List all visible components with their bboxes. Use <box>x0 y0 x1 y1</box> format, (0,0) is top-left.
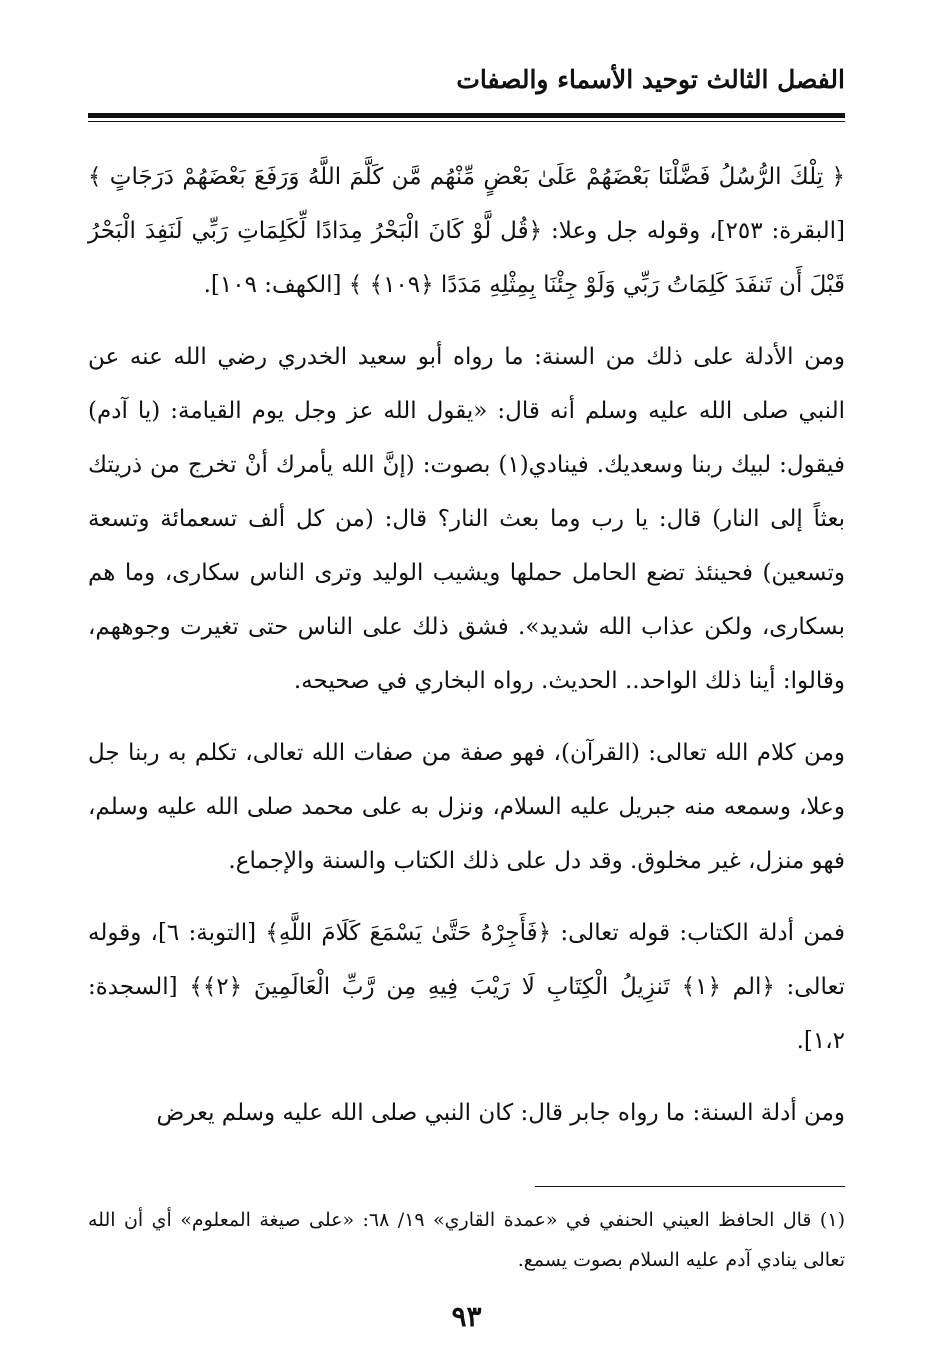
header-rule-thick <box>88 113 845 118</box>
chapter-title: الفصل الثالث توحيد الأسماء والصفات <box>456 65 845 94</box>
paragraph-book-evidence: فمن أدلة الكتاب: قوله تعالى: ﴿فَأَجِرْهُ حَتَّىٰ يَسْمَعَ كَلَامَ اللَّهِ﴾ [التوبة: ٦]، وقوله تعالى: ﴿الم ﴿١﴾ تَنزِيلُ الْكِتَابِ لَا رَيْبَ فِيهِ مِن رَّبِّ الْعَالَمِينَ ﴿٢﴾﴾ [السجدة: ١،٢]. <box>88 920 845 1054</box>
paragraph-quran-speech: ومن كلام الله تعالى: (القرآن)، فهو صفة من صفات الله تعالى، تكلم به ربنا جل وعلا، وسمعه منه جبريل عليه السلام، ونزل به على محمد صلى الله عليه وسلم، فهو منزل، غير مخلوق. وقد دل على ذلك الكتاب والسنة والإجماع. <box>88 740 845 874</box>
paragraph-sunnah-evidence: ومن الأدلة على ذلك من السنة: ما رواه أبو سعيد الخدري رضي الله عنه عن النبي صلى الله عليه وسلم أنه قال: «يقول الله عز وجل يوم القيامة: (يا آدم) فيقول: لبيك ربنا وسعديك. فينادي(١) بصوت: (إنَّ الله يأمرك أنْ تخرج من ذريتك بعثاً إلى النار) قال: يا رب وما بعث النار؟ قال: (من كل ألف تسعمائة وتسعة وتسعين) فحينئذ تضع الحامل حملها ويشيب الوليد وترى الناس سكارى، وما هم بسكارى، ولكن عذاب الله شديد». فشق ذلك على الناس حتى تغيرت وجوههم، وقالوا: أينا ذلك الواحد.. الحديث. رواه البخاري في صحيحه. <box>88 344 845 694</box>
footnote-separator <box>535 1186 845 1187</box>
page-number: ٩٣ <box>451 1300 482 1333</box>
paragraph-sunnah-evidence-2: ومن أدلة السنة: ما رواه جابر قال: كان النبي صلى الله عليه وسلم يعرض <box>156 1100 845 1126</box>
main-text <box>88 150 845 1158</box>
header-rule-thin <box>88 121 845 122</box>
footnotes <box>88 1200 845 1280</box>
footnote-1: (١) قال الحافظ العيني الحنفي في «عمدة القاري» ١٩/ ٦٨: «على صيغة المعلوم» أي أن الله تعالى ينادي آدم عليه السلام بصوت يسمع. <box>88 1209 845 1271</box>
paragraph-quran-verses: ﴿ تِلْكَ الرُّسُلُ فَضَّلْنَا بَعْضَهُمْ عَلَىٰ بَعْضٍ مِّنْهُم مَّن كَلَّمَ اللَّهُ وَرَفَعَ بَعْضَهُمْ دَرَجَاتٍ ﴾ [البقرة: ٢٥٣]، وقوله جل وعلا: ﴿قُل لَّوْ كَانَ الْبَحْرُ مِدَادًا لِّكَلِمَاتِ رَبِّي لَنَفِدَ الْبَحْرُ قَبْلَ أَن تَنفَدَ كَلِمَاتُ رَبِّي وَلَوْ جِئْنَا بِمِثْلِهِ مَدَدًا ﴿١٠٩﴾ ﴾ [الكهف: ١٠٩]. <box>88 164 845 298</box>
running-header <box>88 60 845 100</box>
